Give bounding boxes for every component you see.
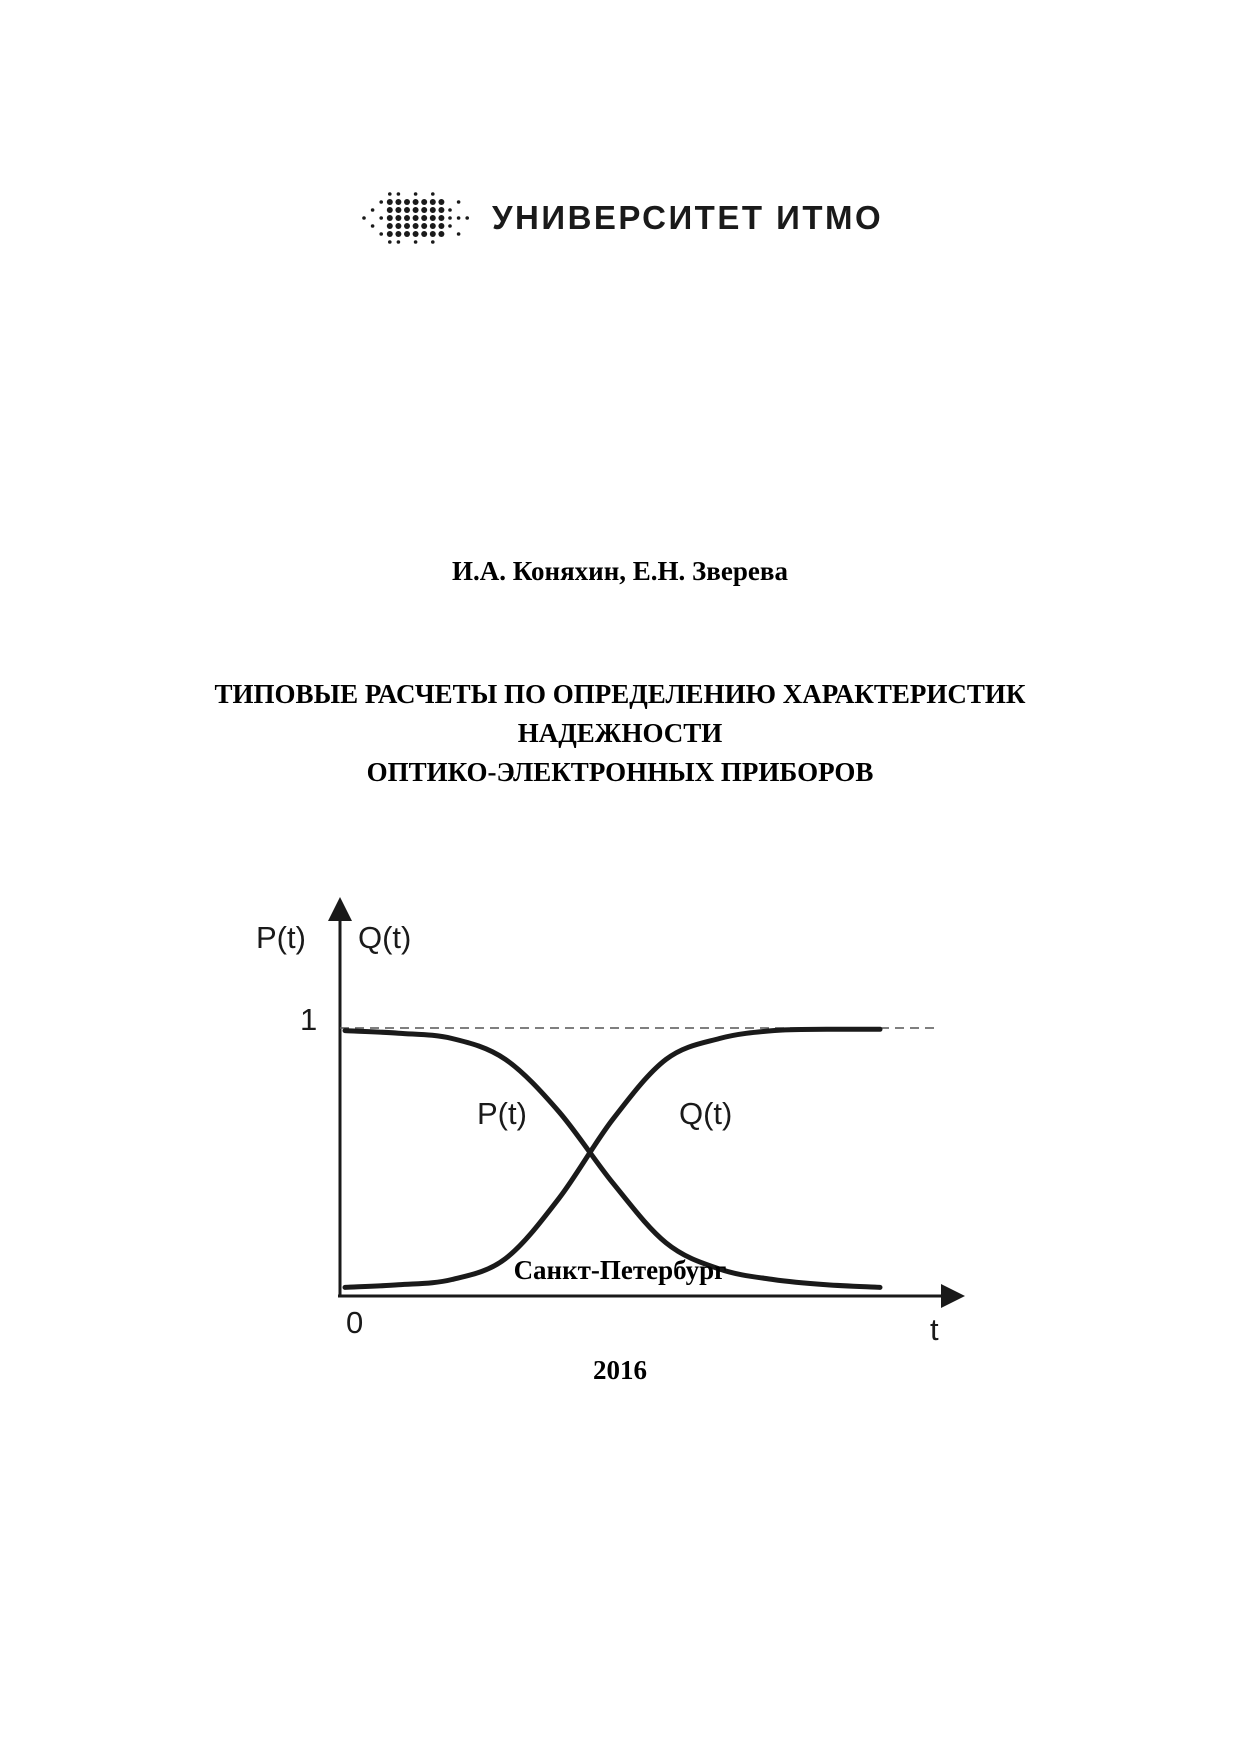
- curve-label-p: P(t): [477, 1096, 527, 1131]
- logo-text: УНИВЕРСИТЕТ ИТМО: [492, 199, 884, 236]
- logo-dot: [395, 215, 401, 221]
- title-line-2: НАДЕЖНОСТИ: [517, 718, 723, 748]
- logo-dot: [421, 231, 427, 237]
- dot-matrix-logo-icon: [360, 190, 478, 246]
- logo-dot: [388, 192, 392, 196]
- logo-dot: [387, 223, 393, 229]
- logo-dot: [413, 231, 419, 237]
- logo-dot: [397, 240, 401, 244]
- logo-dot: [421, 207, 427, 213]
- series-layer: [345, 1029, 880, 1287]
- logo-dot: [413, 215, 419, 221]
- logo-dot: [404, 223, 410, 229]
- logo-dot: [448, 216, 452, 220]
- logo-dot: [362, 216, 366, 220]
- logo-dot: [430, 223, 436, 229]
- logo-dot: [413, 207, 419, 213]
- series-line-q: [345, 1029, 880, 1287]
- logo-dot: [387, 207, 393, 213]
- title-line-3: ОПТИКО-ЭЛЕКТРОННЫХ ПРИБОРОВ: [366, 757, 874, 787]
- logo-dot: [379, 232, 383, 236]
- logo-dot: [430, 199, 436, 205]
- logo-dot: [421, 215, 427, 221]
- y-axis-label-p: P(t): [256, 920, 306, 955]
- publication-city: Санкт-Петербург: [513, 1255, 727, 1285]
- logo-dot: [421, 223, 427, 229]
- logo-dot: [465, 216, 469, 220]
- logo-dot: [379, 200, 383, 204]
- logo-dot: [395, 231, 401, 237]
- logo-dot: [404, 199, 410, 205]
- logo-dot: [438, 207, 444, 213]
- logo-dot: [371, 208, 375, 212]
- y-tick-one: 1: [300, 1002, 318, 1037]
- logo-dot: [404, 207, 410, 213]
- logo-dot: [438, 199, 444, 205]
- publication-year: 2016: [593, 1355, 647, 1385]
- logo-dot: [431, 240, 435, 244]
- series-line-p: [345, 1031, 880, 1288]
- logo-dot: [438, 231, 444, 237]
- logo-dot: [395, 223, 401, 229]
- x-axis-label: t: [930, 1312, 939, 1347]
- logo-dot: [395, 207, 401, 213]
- logo-dot: [404, 215, 410, 221]
- title-line-1: ТИПОВЫЕ РАСЧЕТЫ ПО ОПРЕДЕЛЕНИЮ ХАРАКТЕРИСТИК: [214, 679, 1026, 709]
- logo-dot: [413, 223, 419, 229]
- logo-dot: [414, 240, 418, 244]
- logo-dot: [404, 231, 410, 237]
- document-title: [0, 675, 1240, 792]
- logo-dot: [438, 223, 444, 229]
- logo-dot: [457, 216, 461, 220]
- logo-dot: [430, 231, 436, 237]
- logo-dot: [387, 231, 393, 237]
- logo-dot: [448, 208, 452, 212]
- logo-dot: [395, 199, 401, 205]
- logo-dot: [421, 199, 427, 205]
- logo-dot: [414, 192, 418, 196]
- curve-label-q: Q(t): [679, 1096, 733, 1131]
- logo-dot: [388, 240, 392, 244]
- logo-dot: [431, 192, 435, 196]
- logo-dot: [457, 200, 461, 204]
- logo-dot: [379, 216, 383, 220]
- origin-label: 0: [346, 1305, 364, 1340]
- logo-dot: [387, 215, 393, 221]
- logo-dot: [371, 224, 375, 228]
- university-logo: [360, 190, 883, 246]
- logo-dot: [448, 224, 452, 228]
- y-axis-label-q: Q(t): [358, 920, 412, 955]
- logo-dot: [430, 215, 436, 221]
- logo-dot: [430, 207, 436, 213]
- logo-dot: [438, 215, 444, 221]
- logo-dot: [457, 232, 461, 236]
- logo-dot: [397, 192, 401, 196]
- authors: И.А. Коняхин, Е.Н. Зверева: [452, 556, 788, 586]
- logo-dot: [413, 199, 419, 205]
- logo-dot: [387, 199, 393, 205]
